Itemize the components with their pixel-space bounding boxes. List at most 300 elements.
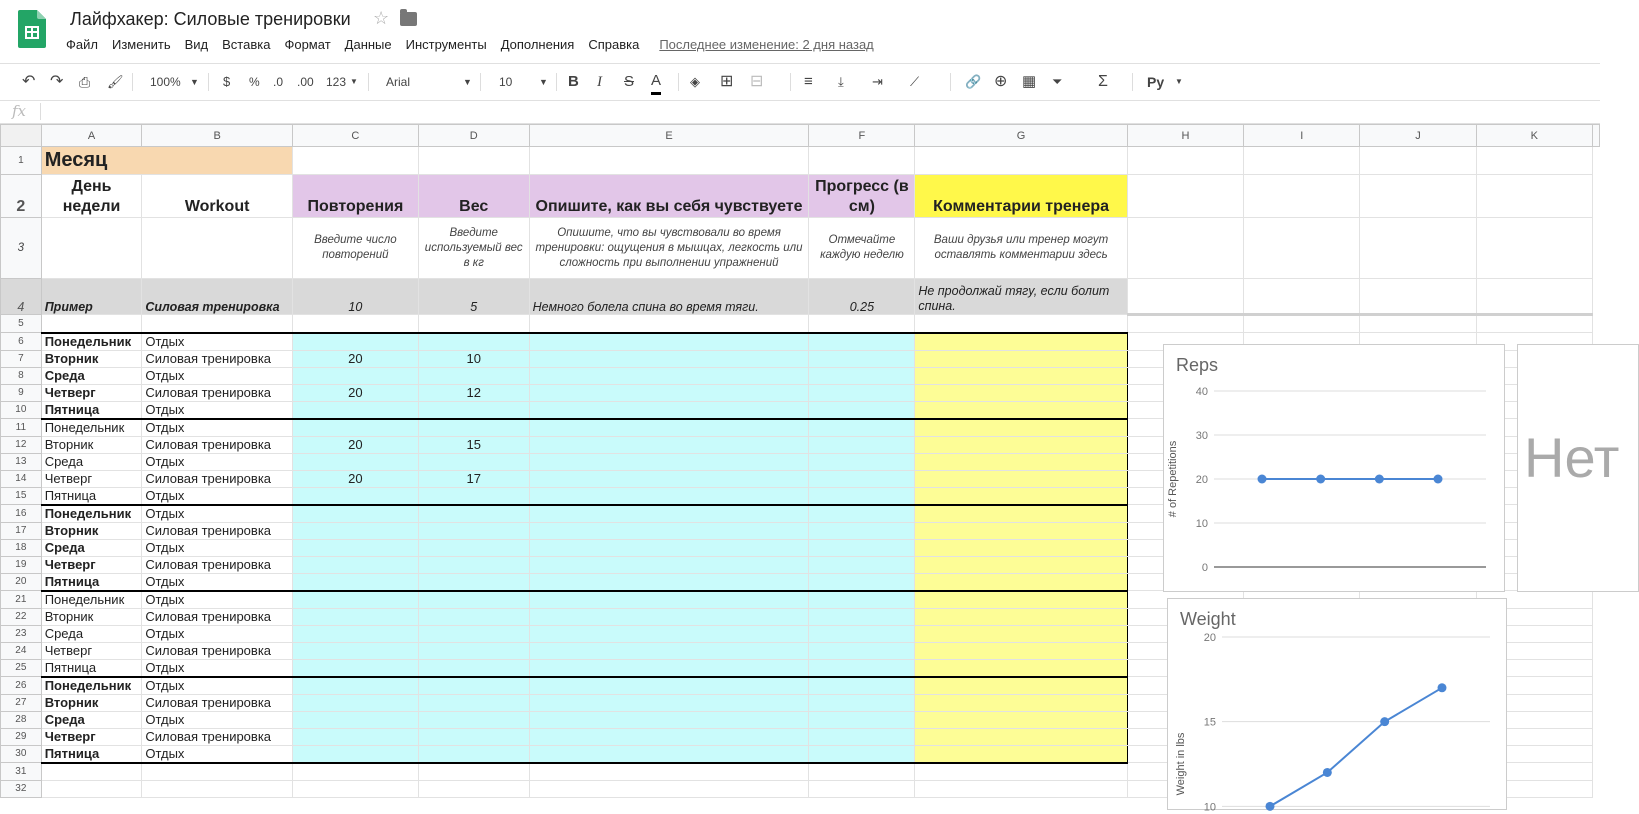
weight-cell[interactable]: 17	[418, 470, 529, 487]
progress-cell[interactable]	[809, 711, 915, 728]
cell[interactable]	[529, 147, 809, 175]
reps-cell[interactable]	[292, 573, 418, 591]
feel-cell[interactable]	[529, 608, 809, 625]
day-cell[interactable]: Вторник	[41, 608, 142, 625]
feel-cell[interactable]	[529, 384, 809, 401]
header-reps[interactable]: Повторения	[292, 175, 418, 218]
progress-cell[interactable]	[809, 401, 915, 419]
feel-cell[interactable]	[529, 487, 809, 505]
functions-icon[interactable]: Σ	[1098, 73, 1108, 90]
coach-cell[interactable]	[915, 539, 1128, 556]
weight-cell[interactable]	[418, 745, 529, 763]
font-size-select[interactable]: 10	[499, 75, 513, 89]
menu-item-4[interactable]: Формат	[284, 37, 331, 52]
sheets-logo-icon[interactable]	[18, 10, 46, 48]
cell[interactable]	[1127, 147, 1243, 175]
workout-cell[interactable]: Силовая тренировка	[142, 642, 293, 659]
hint-coach[interactable]: Ваши друзья или тренер могут оставлять комментарии здесь	[915, 218, 1128, 279]
workout-cell[interactable]: Силовая тренировка	[142, 694, 293, 711]
feel-cell[interactable]	[529, 505, 809, 523]
cell[interactable]	[1360, 147, 1476, 175]
day-cell[interactable]: Четверг	[41, 556, 142, 573]
currency-button[interactable]: $	[223, 74, 231, 89]
coach-cell[interactable]	[915, 487, 1128, 505]
coach-cell[interactable]	[915, 350, 1128, 367]
column-header[interactable]: F	[809, 125, 915, 147]
row-header[interactable]: 22	[1, 608, 42, 625]
cell[interactable]	[1127, 218, 1243, 279]
row-header[interactable]: 18	[1, 539, 42, 556]
progress-cell[interactable]	[809, 419, 915, 437]
more-formats-button[interactable]: 123	[326, 75, 347, 89]
weight-cell[interactable]	[418, 522, 529, 539]
coach-cell[interactable]	[915, 333, 1128, 351]
day-cell[interactable]: Четверг	[41, 384, 142, 401]
data-point[interactable]	[1375, 475, 1384, 484]
feel-cell[interactable]	[529, 573, 809, 591]
row-header[interactable]: 14	[1, 470, 42, 487]
row-header[interactable]: 25	[1, 659, 42, 677]
menu-item-6[interactable]: Инструменты	[405, 37, 487, 52]
progress-cell[interactable]	[809, 608, 915, 625]
corner-cell[interactable]	[1, 125, 42, 147]
comment-icon[interactable]: ⊕	[994, 73, 1008, 90]
progress-cell[interactable]	[809, 333, 915, 351]
progress-cell[interactable]	[809, 625, 915, 642]
last-edit-link[interactable]: Последнее изменение: 2 дня назад	[659, 37, 874, 52]
column-header[interactable]: B	[142, 125, 293, 147]
weight-cell[interactable]	[418, 367, 529, 384]
cell[interactable]	[418, 315, 529, 333]
cell[interactable]	[1244, 175, 1360, 218]
cell[interactable]	[142, 763, 293, 781]
row-header[interactable]: 20	[1, 573, 42, 591]
cell[interactable]	[1244, 279, 1360, 315]
row-header[interactable]: 7	[1, 350, 42, 367]
cell[interactable]	[1127, 279, 1243, 315]
workout-cell[interactable]: Отдых	[142, 487, 293, 505]
vertical-align-icon[interactable]: ⤓	[838, 74, 844, 89]
day-cell[interactable]: Понедельник	[41, 505, 142, 523]
weight-cell[interactable]	[418, 487, 529, 505]
folder-icon[interactable]	[400, 12, 417, 26]
row-header[interactable]: 27	[1, 694, 42, 711]
weight-cell[interactable]: 12	[418, 384, 529, 401]
cell[interactable]	[1360, 218, 1476, 279]
reps-cell[interactable]	[292, 694, 418, 711]
cell[interactable]	[1244, 315, 1360, 333]
row-header[interactable]: 29	[1, 728, 42, 745]
coach-cell[interactable]	[915, 745, 1128, 763]
day-cell[interactable]: Четверг	[41, 642, 142, 659]
fill-color-icon[interactable]: ◈	[690, 74, 700, 89]
row-header[interactable]: 13	[1, 453, 42, 470]
reps-cell[interactable]: 20	[292, 384, 418, 401]
hint-feel[interactable]: Опишите, что вы чувствовали во время тренировки: ощущения в мышцах, легкость или сложность при выполнении упражнений	[529, 218, 809, 279]
progress-cell[interactable]	[809, 659, 915, 677]
data-point[interactable]	[1438, 683, 1447, 692]
row-header[interactable]: 28	[1, 711, 42, 728]
menu-item-5[interactable]: Данные	[344, 37, 392, 52]
menu-item-7[interactable]: Дополнения	[500, 37, 575, 52]
row-header[interactable]: 23	[1, 625, 42, 642]
reps-cell[interactable]	[292, 625, 418, 642]
feel-cell[interactable]	[529, 642, 809, 659]
day-cell[interactable]: Среда	[41, 453, 142, 470]
example-coach[interactable]: Не продолжай тягу, если болит спина.	[915, 279, 1128, 315]
progress-cell[interactable]	[809, 367, 915, 384]
star-icon[interactable]: ☆	[373, 8, 390, 28]
coach-cell[interactable]	[915, 573, 1128, 591]
reps-cell[interactable]	[292, 333, 418, 351]
workout-cell[interactable]: Отдых	[142, 625, 293, 642]
data-point[interactable]	[1380, 717, 1389, 726]
workout-cell[interactable]: Отдых	[142, 505, 293, 523]
column-header[interactable]: C	[292, 125, 418, 147]
cell[interactable]	[1127, 315, 1243, 333]
workout-cell[interactable]: Силовая тренировка	[142, 556, 293, 573]
chevron-down-icon[interactable]: ▼	[1175, 77, 1183, 86]
chart-icon[interactable]: ▦	[1022, 73, 1037, 90]
weight-cell[interactable]	[418, 556, 529, 573]
menu-item-1[interactable]: Изменить	[111, 37, 171, 52]
day-cell[interactable]: Пятница	[41, 659, 142, 677]
row-header[interactable]: 6	[1, 333, 42, 351]
cell[interactable]	[41, 763, 142, 781]
formula-bar[interactable]	[0, 100, 1600, 124]
weight-cell[interactable]	[418, 419, 529, 437]
link-icon[interactable]: 🔗	[965, 74, 982, 89]
feel-cell[interactable]	[529, 401, 809, 419]
workout-cell[interactable]: Отдых	[142, 591, 293, 609]
reps-cell[interactable]	[292, 419, 418, 437]
reps-cell[interactable]	[292, 487, 418, 505]
reps-cell[interactable]	[292, 401, 418, 419]
workout-cell[interactable]: Отдых	[142, 401, 293, 419]
cell[interactable]	[292, 780, 418, 797]
workout-cell[interactable]: Отдых	[142, 745, 293, 763]
workout-cell[interactable]: Отдых	[142, 659, 293, 677]
day-cell[interactable]: Четверг	[41, 728, 142, 745]
row-header[interactable]: 17	[1, 522, 42, 539]
coach-cell[interactable]	[915, 694, 1128, 711]
progress-cell[interactable]	[809, 522, 915, 539]
feel-cell[interactable]	[529, 436, 809, 453]
row-header[interactable]: 10	[1, 401, 42, 419]
text-rotation-icon[interactable]: ⟋	[910, 74, 920, 89]
day-cell[interactable]: Среда	[41, 711, 142, 728]
example-day[interactable]: Пример	[41, 279, 142, 315]
day-cell[interactable]: Понедельник	[41, 591, 142, 609]
weight-cell[interactable]	[418, 694, 529, 711]
weight-cell[interactable]	[418, 453, 529, 470]
header-feel[interactable]: Опишите, как вы себя чувствуете	[529, 175, 809, 218]
cell[interactable]	[418, 763, 529, 781]
progress-cell[interactable]	[809, 539, 915, 556]
coach-cell[interactable]	[915, 711, 1128, 728]
row-header[interactable]: 4	[1, 279, 42, 315]
document-title[interactable]: Лайфхакер: Силовые тренировки	[70, 9, 351, 29]
coach-cell[interactable]	[915, 659, 1128, 677]
reps-cell[interactable]	[292, 677, 418, 695]
feel-cell[interactable]	[529, 367, 809, 384]
reps-cell[interactable]	[292, 728, 418, 745]
feel-cell[interactable]	[529, 728, 809, 745]
workout-cell[interactable]: Отдых	[142, 573, 293, 591]
day-cell[interactable]: Пятница	[41, 745, 142, 763]
workout-cell[interactable]: Силовая тренировка	[142, 608, 293, 625]
progress-cell[interactable]	[809, 505, 915, 523]
weight-cell[interactable]	[418, 333, 529, 351]
menu-item-8[interactable]: Справка	[588, 37, 640, 52]
workout-cell[interactable]: Отдых	[142, 333, 293, 351]
weight-cell[interactable]	[418, 642, 529, 659]
day-cell[interactable]: Пятница	[41, 487, 142, 505]
column-header[interactable]: I	[1244, 125, 1360, 147]
feel-cell[interactable]	[529, 591, 809, 609]
coach-cell[interactable]	[915, 453, 1128, 470]
partial-chart[interactable]	[1517, 344, 1639, 592]
hint-progress[interactable]: Отмечайте каждую неделю	[809, 218, 915, 279]
weight-chart[interactable]	[1167, 598, 1507, 814]
progress-cell[interactable]	[809, 350, 915, 367]
day-cell[interactable]: Понедельник	[41, 419, 142, 437]
coach-cell[interactable]	[915, 470, 1128, 487]
reps-cell[interactable]	[292, 745, 418, 763]
workout-cell[interactable]: Отдых	[142, 453, 293, 470]
progress-cell[interactable]	[809, 453, 915, 470]
weight-cell[interactable]	[418, 573, 529, 591]
filter-icon[interactable]: ⏷	[1052, 74, 1063, 89]
progress-cell[interactable]	[809, 677, 915, 695]
cell[interactable]	[1476, 279, 1592, 315]
workout-cell[interactable]: Силовая тренировка	[142, 728, 293, 745]
reps-cell[interactable]	[292, 367, 418, 384]
coach-cell[interactable]	[915, 384, 1128, 401]
cell[interactable]	[418, 147, 529, 175]
column-header[interactable]: A	[41, 125, 142, 147]
menu-item-2[interactable]: Вид	[184, 37, 209, 52]
paint-format-icon[interactable]: 🖌	[107, 74, 124, 89]
day-cell[interactable]: Вторник	[41, 522, 142, 539]
workout-cell[interactable]: Силовая тренировка	[142, 384, 293, 401]
day-cell[interactable]: Пятница	[41, 401, 142, 419]
cell[interactable]	[1360, 315, 1476, 333]
cell[interactable]	[915, 780, 1128, 797]
menu-item-3[interactable]: Вставка	[222, 37, 271, 52]
example-weight[interactable]: 5	[418, 279, 529, 315]
row-header[interactable]: 21	[1, 591, 42, 609]
reps-cell[interactable]	[292, 453, 418, 470]
progress-cell[interactable]	[809, 728, 915, 745]
feel-cell[interactable]	[529, 419, 809, 437]
chevron-down-icon[interactable]: ▼	[350, 77, 358, 86]
day-cell[interactable]: Среда	[41, 539, 142, 556]
progress-cell[interactable]	[809, 487, 915, 505]
input-tools-button[interactable]: Ру	[1147, 74, 1165, 90]
row-header[interactable]: 9	[1, 384, 42, 401]
coach-cell[interactable]	[915, 642, 1128, 659]
row-header[interactable]: 3	[1, 218, 42, 279]
borders-icon[interactable]: ⊞	[720, 73, 734, 90]
decrease-decimal-button[interactable]: .0	[273, 75, 284, 89]
feel-cell[interactable]	[529, 556, 809, 573]
reps-cell[interactable]: 20	[292, 470, 418, 487]
text-color-button[interactable]: A	[651, 72, 661, 95]
header-weight[interactable]: Вес	[418, 175, 529, 218]
day-cell[interactable]: Вторник	[41, 436, 142, 453]
header-workout[interactable]: Workout	[142, 175, 293, 218]
coach-cell[interactable]	[915, 436, 1128, 453]
cell[interactable]	[915, 315, 1128, 333]
day-cell[interactable]: Среда	[41, 367, 142, 384]
feel-cell[interactable]	[529, 745, 809, 763]
cell[interactable]	[41, 218, 142, 279]
cell[interactable]	[809, 763, 915, 781]
month-label[interactable]: Месяц	[41, 147, 292, 175]
progress-cell[interactable]	[809, 591, 915, 609]
cell[interactable]	[529, 763, 809, 781]
weight-cell[interactable]	[418, 539, 529, 556]
header-day[interactable]: День недели	[41, 175, 142, 218]
column-header[interactable]: E	[529, 125, 809, 147]
cell[interactable]	[529, 315, 809, 333]
column-header[interactable]: G	[915, 125, 1128, 147]
cell[interactable]	[915, 763, 1128, 781]
data-point[interactable]	[1316, 475, 1325, 484]
workout-cell[interactable]: Силовая тренировка	[142, 350, 293, 367]
weight-cell[interactable]: 15	[418, 436, 529, 453]
reps-cell[interactable]	[292, 642, 418, 659]
chevron-down-icon[interactable]: ▼	[539, 77, 548, 87]
coach-cell[interactable]	[915, 625, 1128, 642]
feel-cell[interactable]	[529, 333, 809, 351]
font-select[interactable]: Arial	[386, 75, 411, 89]
reps-cell[interactable]	[292, 659, 418, 677]
day-cell[interactable]: Понедельник	[41, 333, 142, 351]
reps-cell[interactable]	[292, 539, 418, 556]
column-header[interactable]: H	[1127, 125, 1243, 147]
cell[interactable]	[41, 315, 142, 333]
column-header[interactable]: D	[418, 125, 529, 147]
cell[interactable]	[1244, 218, 1360, 279]
row-header[interactable]: 8	[1, 367, 42, 384]
cell[interactable]	[418, 780, 529, 797]
feel-cell[interactable]	[529, 677, 809, 695]
increase-decimal-button[interactable]: .00	[297, 75, 314, 89]
feel-cell[interactable]	[529, 522, 809, 539]
day-cell[interactable]: Понедельник	[41, 677, 142, 695]
print-icon[interactable]: ⎙	[79, 74, 91, 90]
column-header[interactable]: J	[1360, 125, 1476, 147]
feel-cell[interactable]	[529, 453, 809, 470]
day-cell[interactable]: Вторник	[41, 694, 142, 711]
cell[interactable]	[292, 315, 418, 333]
reps-cell[interactable]	[292, 556, 418, 573]
row-header[interactable]: 19	[1, 556, 42, 573]
coach-cell[interactable]	[915, 608, 1128, 625]
cell[interactable]	[809, 315, 915, 333]
reps-chart[interactable]	[1163, 344, 1505, 592]
data-point[interactable]	[1266, 802, 1275, 811]
feel-cell[interactable]	[529, 539, 809, 556]
reps-cell[interactable]	[292, 522, 418, 539]
cell[interactable]	[1476, 175, 1592, 218]
row-header[interactable]: 1	[1, 147, 42, 175]
reps-cell[interactable]	[292, 608, 418, 625]
column-header[interactable]: K	[1476, 125, 1592, 147]
day-cell[interactable]: Пятница	[41, 573, 142, 591]
weight-cell[interactable]	[418, 728, 529, 745]
reps-cell[interactable]: 20	[292, 350, 418, 367]
cell[interactable]	[1476, 147, 1592, 175]
data-point[interactable]	[1323, 768, 1332, 777]
chevron-down-icon[interactable]: ▼	[190, 77, 199, 87]
italic-button[interactable]: I	[597, 74, 602, 90]
progress-cell[interactable]	[809, 642, 915, 659]
undo-icon[interactable]: ↶	[22, 73, 36, 90]
reps-cell[interactable]: 20	[292, 436, 418, 453]
coach-cell[interactable]	[915, 591, 1128, 609]
text-wrap-icon[interactable]: ⇥	[872, 74, 883, 89]
weight-cell[interactable]	[418, 401, 529, 419]
reps-cell[interactable]	[292, 591, 418, 609]
example-reps[interactable]: 10	[292, 279, 418, 315]
row-header[interactable]: 15	[1, 487, 42, 505]
cell[interactable]	[529, 780, 809, 797]
cell[interactable]	[1360, 175, 1476, 218]
progress-cell[interactable]	[809, 573, 915, 591]
cell[interactable]	[809, 780, 915, 797]
cell[interactable]	[1127, 175, 1243, 218]
hint-reps[interactable]: Введите число повторений	[292, 218, 418, 279]
zoom-select[interactable]: 100%	[150, 75, 181, 89]
row-header[interactable]: 11	[1, 419, 42, 437]
progress-cell[interactable]	[809, 556, 915, 573]
data-point[interactable]	[1258, 475, 1267, 484]
workout-cell[interactable]: Отдых	[142, 367, 293, 384]
row-header[interactable]: 12	[1, 436, 42, 453]
cell[interactable]	[809, 147, 915, 175]
day-cell[interactable]: Вторник	[41, 350, 142, 367]
feel-cell[interactable]	[529, 625, 809, 642]
row-header[interactable]: 24	[1, 642, 42, 659]
weight-cell[interactable]	[418, 608, 529, 625]
feel-cell[interactable]	[529, 350, 809, 367]
reps-cell[interactable]	[292, 505, 418, 523]
redo-icon[interactable]: ↷	[50, 73, 64, 90]
feel-cell[interactable]	[529, 694, 809, 711]
coach-cell[interactable]	[915, 556, 1128, 573]
row-header[interactable]: 30	[1, 745, 42, 763]
cell[interactable]	[1476, 218, 1592, 279]
cell[interactable]	[1476, 315, 1592, 333]
feel-cell[interactable]	[529, 470, 809, 487]
weight-cell[interactable]	[418, 505, 529, 523]
row-header[interactable]: 31	[1, 763, 42, 781]
day-cell[interactable]: Четверг	[41, 470, 142, 487]
progress-cell[interactable]	[809, 436, 915, 453]
coach-cell[interactable]	[915, 728, 1128, 745]
data-point[interactable]	[1434, 475, 1443, 484]
weight-cell[interactable]	[418, 711, 529, 728]
cell[interactable]	[142, 218, 293, 279]
coach-cell[interactable]	[915, 419, 1128, 437]
coach-cell[interactable]	[915, 505, 1128, 523]
align-left-icon[interactable]: ≡	[804, 73, 813, 90]
cell[interactable]	[142, 315, 293, 333]
cell[interactable]	[292, 147, 418, 175]
